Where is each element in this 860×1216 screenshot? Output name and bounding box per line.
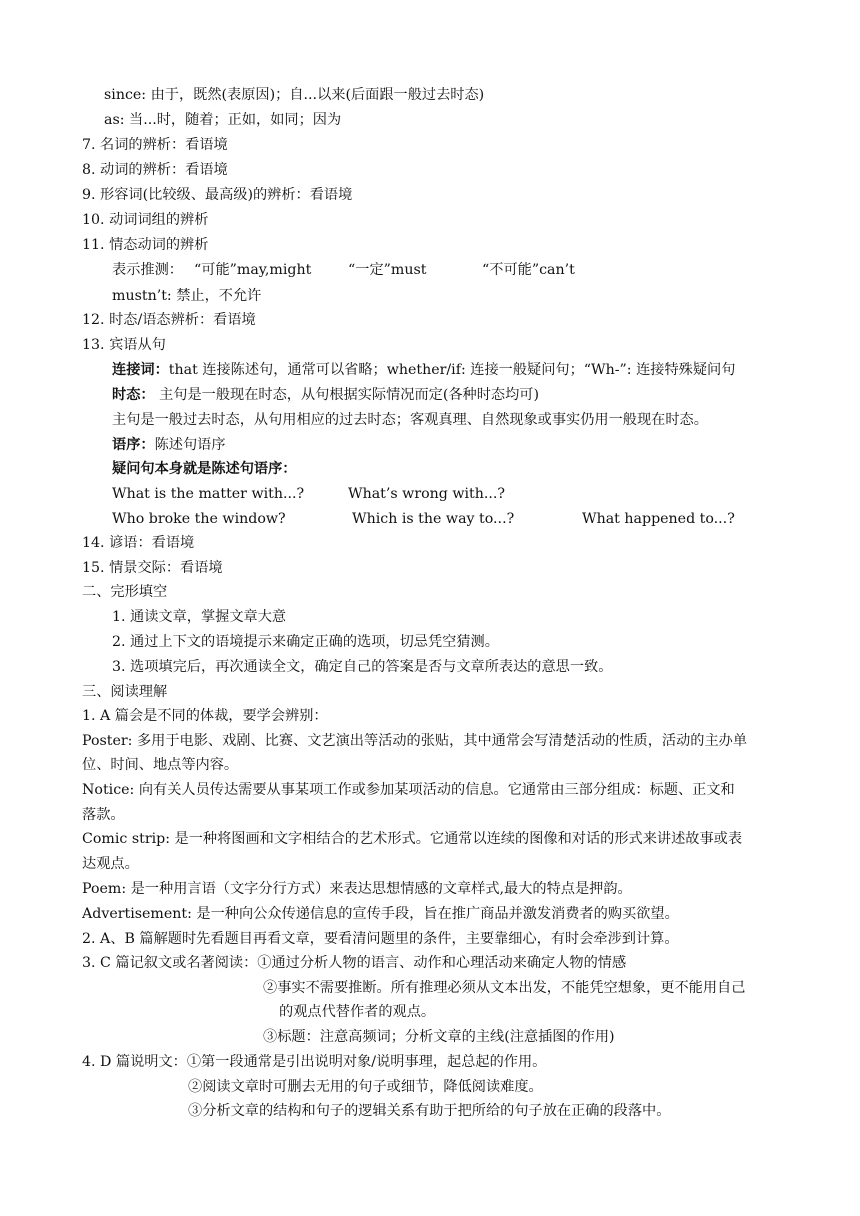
text-line: 15. 情景交际：看语境 [82, 560, 223, 576]
text-line: 2. 通过上下文的语境提示来确定正确的选项，切忌凭空猜测。 [112, 634, 499, 650]
tense-line [112, 385, 539, 405]
text-line: 10. 动词词组的辨析 [82, 212, 209, 228]
text-line: 疑问句本身就是陈述句语序： [112, 461, 297, 477]
text-line: 三、阅读理解 [82, 684, 168, 700]
modal-row [112, 260, 612, 280]
text-line: since: 由于，既然(表原因)；自...以来(后面跟一般过去时态) [104, 87, 485, 103]
text-line: Poster: 多用于电影、戏剧、比赛、文艺演出等活动的张贴，其中通常会写清楚活动的性质，活动的主办单 [82, 733, 748, 749]
example-question: What happened to...? [582, 511, 735, 527]
example-question: Which is the way to...? [352, 511, 515, 527]
example-question: Who broke the window? [112, 511, 286, 527]
text-line: 11. 情态动词的辨析 [82, 237, 209, 253]
text-line: Notice: 向有关人员传达需要从事某项工作或参加某项活动的信息。它通常由三部分组成：标题、正文和 [82, 782, 735, 798]
text-line: 落款。 [82, 807, 125, 823]
text-line: 的观点代替作者的观点。 [279, 1004, 436, 1020]
conn-line [112, 360, 735, 380]
text-line: 1. 通读文章，掌握文章大意 [112, 609, 287, 625]
order-line [112, 435, 226, 455]
tense-label: 时态： [112, 387, 155, 403]
example-question: What’s wrong with...? [348, 486, 506, 502]
text-line: ③分析文章的结构和句子的逻辑关系有助于把所给的句子放在正确的段落中。 [188, 1103, 671, 1119]
modal-may: “可能”may,might [194, 262, 312, 278]
conn-text: that 连接陈述句，通常可以省略；whether/if: 连接一般疑问句；“Wh-”: 连接特殊疑问句 [168, 362, 736, 378]
tense-text: 主句是一般现在时态，从句根据实际情况而定(各种时态均可) [154, 387, 540, 403]
text-line: 9. 形容词(比较级、最高级)的辨析：看语境 [82, 187, 353, 203]
text-line: 主句是一般过去时态，从句用相应的过去时态；客观真理、自然现象或事实仍用一般现在时态。 [112, 412, 708, 428]
text-line: 8. 动词的辨析：看语境 [82, 162, 228, 178]
text-line: 达观点。 [82, 856, 139, 872]
text-line: 3. C 篇记叙文或名著阅读：①通过分析人物的语言、动作和心理活动来确定人物的情感 [82, 955, 627, 971]
text-line: ②阅读文章时可删去无用的句子或细节，降低阅读难度。 [188, 1079, 543, 1095]
text-line: 3. 选项填完后，再次通读全文，确定自己的答案是否与文章所表达的意思一致。 [112, 659, 613, 675]
text-line: Advertisement: 是一种向公众传递信息的宣传手段，旨在推广商品并激发消费者的购买欲望。 [82, 906, 679, 922]
text-line: Comic strip: 是一种将图画和文字相结合的艺术形式。它通常以连续的图像和对话的形式来讲述故事或表 [82, 831, 743, 847]
text-line: as: 当...时，随着；正如，如同；因为 [104, 112, 342, 128]
conn-label: 连接词： [112, 362, 169, 378]
order-label: 语序： [112, 437, 155, 453]
text-line: 13. 宾语从句 [82, 337, 166, 353]
text-line: Poem: 是一种用言语（文字分行方式）来表达思想情感的文章样式,最大的特点是押韵。 [82, 881, 632, 897]
text-line: 4. D 篇说明文：①第一段通常是引出说明对象/说明事理，起总起的作用。 [82, 1054, 547, 1070]
text-line: 1. A 篇会是不同的体裁，要学会辨别： [82, 708, 328, 724]
modal-cant: “不可能”can’t [482, 262, 575, 278]
text-line: mustn’t: 禁止，不允许 [112, 288, 262, 304]
text-line: 12. 时态/语态辨析：看语境 [82, 312, 256, 328]
order-text: 陈述句语序 [154, 437, 226, 453]
text-line: 二、完形填空 [82, 584, 168, 600]
text-line: 14. 谚语：看语境 [82, 535, 195, 551]
modal-must: “一定”must [348, 262, 427, 278]
example-question: What is the matter with...? [112, 486, 305, 502]
text-line: 位、时间、地点等内容。 [82, 757, 239, 773]
modal-lead: 表示推测： [112, 262, 183, 278]
text-line: 7. 名词的辨析：看语境 [82, 137, 228, 153]
text-line: 2. A、B 篇解题时先看题目再看文章，要看清问题里的条件，主要靠细心，有时会牵涉到计算。 [82, 931, 679, 947]
text-line: ②事实不需要推断。所有推理必须从文本出发，不能凭空想象，更不能用自己 [263, 980, 746, 996]
text-line: ③标题：注意高频词；分析文章的主线(注意插图的作用) [263, 1029, 615, 1045]
